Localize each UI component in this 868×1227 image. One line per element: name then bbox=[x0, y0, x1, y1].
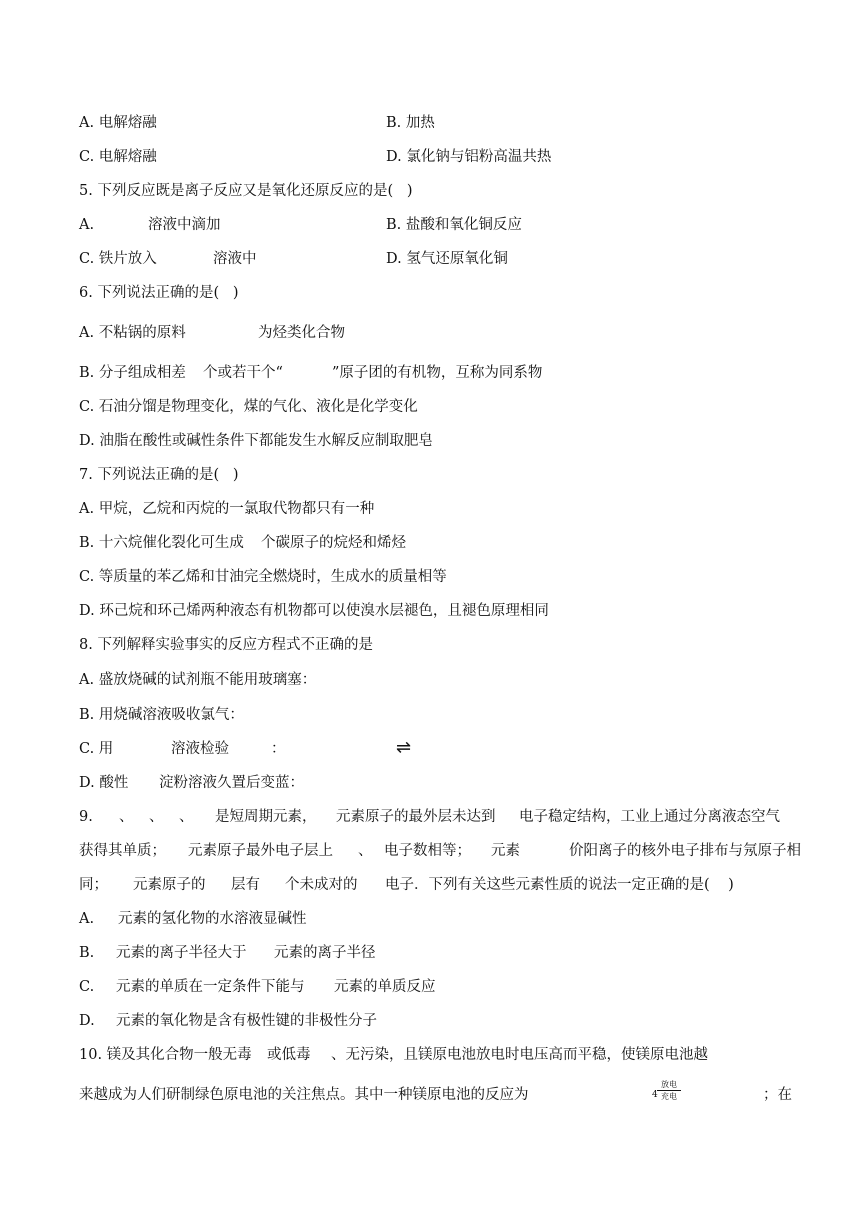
reversible-arrow-icon bbox=[657, 1090, 681, 1091]
q7-option-c: C. 等质量的苯乙烯和甘油完全燃烧时，生成水的质量相等 bbox=[79, 569, 447, 585]
q9-text: 是短周期元素， bbox=[215, 809, 317, 825]
q9-text: 电子．下列有关这些元素性质的说法一定正确的是( ) bbox=[385, 877, 734, 893]
q4-option-b: B. 加热 bbox=[386, 115, 435, 131]
q9-separator: 、 bbox=[149, 809, 164, 825]
q10-text: 、无污染，且镁原电池放电时电压高而平稳，使镁原电池越 bbox=[331, 1047, 708, 1063]
q6-option-b-text: ”原子团的有机物，互称为同系物 bbox=[332, 365, 543, 381]
q10-coefficient: 4 bbox=[652, 1090, 658, 1100]
q6-option-b-prefix: B. 分子组成相差 bbox=[79, 365, 186, 381]
q9-option-d-prefix: D. bbox=[79, 1013, 95, 1029]
q6-option-a-prefix: A. 不粘锅的原料 bbox=[79, 325, 186, 341]
q9-text: 价阳离子的核外电子排布与氖原子相 bbox=[569, 843, 801, 859]
q6-option-a-text: 为烃类化合物 bbox=[258, 325, 345, 341]
q9-option-b-prefix: B. bbox=[79, 945, 95, 961]
q7-option-b-text: 个碳原子的烷烃和烯烃 bbox=[261, 535, 406, 551]
q10-text: 来越成为人们研制绿色原电池的关注焦点。其中一种镁原电池的反应为 bbox=[79, 1087, 529, 1103]
q9-option-c-prefix: C. bbox=[79, 979, 95, 995]
q5-option-c-text: 溶液中 bbox=[213, 251, 257, 267]
q9-text: 同； bbox=[79, 877, 108, 893]
q9-text: 元素原子最外电子层上 bbox=[188, 843, 333, 859]
q6-stem: 6. 下列说法正确的是( ) bbox=[79, 285, 239, 301]
discharge-charge-arrow bbox=[657, 1080, 681, 1101]
charge-label: 充电 bbox=[661, 1092, 677, 1101]
q9-option-c-text: 元素的单质反应 bbox=[334, 979, 436, 995]
q9-option-b-text: 元素的离子半径 bbox=[274, 945, 376, 961]
q9-option-d-text: 元素的氧化物是含有极性键的非极性分子 bbox=[116, 1013, 377, 1029]
q6-option-b-mid: 个或若干个“ bbox=[203, 365, 283, 381]
q4-option-a: A. 电解熔融 bbox=[79, 115, 157, 131]
q8-option-c-colon: ： bbox=[271, 741, 286, 757]
q8-option-a: A. 盛放烧碱的试剂瓶不能用玻璃塞： bbox=[79, 672, 317, 688]
q7-option-b-prefix: B. 十六烷催化裂化可生成 bbox=[79, 535, 244, 551]
q9-option-a-prefix: A. bbox=[79, 911, 95, 927]
q7-option-d: D. 环己烷和环己烯两种液态有机物都可以使溴水层褪色，且褪色原理相同 bbox=[79, 603, 549, 619]
q9-text: 层有 bbox=[231, 877, 260, 893]
q6-option-c: C. 石油分馏是物理变化，煤的气化、液化是化学变化 bbox=[79, 399, 418, 415]
q9-separator: 、 bbox=[119, 809, 134, 825]
q4-option-c: C. 电解熔融 bbox=[79, 149, 157, 165]
q9-option-b-mid: 元素的离子半径大于 bbox=[116, 945, 247, 961]
q7-option-a: A. 甲烷，乙烷和丙烷的一氯取代物都只有一种 bbox=[79, 501, 375, 517]
q9-text: 元素原子的最外层未达到 bbox=[336, 809, 496, 825]
q9-text: 电子数相等； bbox=[384, 843, 471, 859]
equilibrium-arrow-icon: ⇌ bbox=[396, 737, 412, 758]
q9-text: 获得其单质； bbox=[79, 843, 166, 859]
q10-text: 或低毒 bbox=[267, 1047, 311, 1063]
q5-option-a-text: 溶液中滴加 bbox=[148, 217, 221, 233]
q4-option-d: D. 氯化钠与铝粉高温共热 bbox=[386, 149, 552, 165]
q5-option-c-prefix: C. 铁片放入 bbox=[79, 251, 157, 267]
q10-text: ；在 bbox=[763, 1087, 792, 1103]
q9-option-a-text: 元素的氢化物的水溶液显碱性 bbox=[118, 911, 307, 927]
q8-option-c-prefix: C. 用 bbox=[79, 741, 114, 757]
q9-number: 9. bbox=[79, 809, 93, 825]
q8-option-c-text: 溶液检验 bbox=[171, 741, 229, 757]
q8-stem: 8. 下列解释实验事实的反应方程式不正确的是 bbox=[79, 637, 373, 653]
q5-option-d: D. 氢气还原氧化铜 bbox=[386, 251, 508, 267]
q9-option-c-mid: 元素的单质在一定条件下能与 bbox=[116, 979, 305, 995]
q10-text: 10. 镁及其化合物一般无毒 bbox=[79, 1047, 252, 1063]
q9-text: 元素 bbox=[491, 843, 520, 859]
q9-text: 个未成对的 bbox=[285, 877, 358, 893]
q9-separator: 、 bbox=[358, 843, 373, 859]
q9-separator: 、 bbox=[179, 809, 194, 825]
q8-option-d-prefix: D. 酸性 bbox=[79, 775, 129, 791]
q6-option-d: D. 油脂在酸性或碱性条件下都能发生水解反应制取肥皂 bbox=[79, 433, 433, 449]
q9-text: 电子稳定结构，工业上通过分离液态空气 bbox=[519, 809, 780, 825]
q7-stem: 7. 下列说法正确的是( ) bbox=[79, 467, 239, 483]
q8-option-d-text: 淀粉溶液久置后变蓝： bbox=[159, 775, 304, 791]
q5-option-a-prefix: A. bbox=[79, 217, 95, 233]
discharge-label: 放电 bbox=[661, 1080, 677, 1089]
q5-stem: 5. 下列反应既是离子反应又是氧化还原反应的是( ) bbox=[79, 183, 413, 199]
q5-option-b: B. 盐酸和氧化铜反应 bbox=[386, 217, 522, 233]
q9-text: 元素原子的 bbox=[133, 877, 206, 893]
q8-option-b: B. 用烧碱溶液吸收氯气： bbox=[79, 707, 244, 723]
